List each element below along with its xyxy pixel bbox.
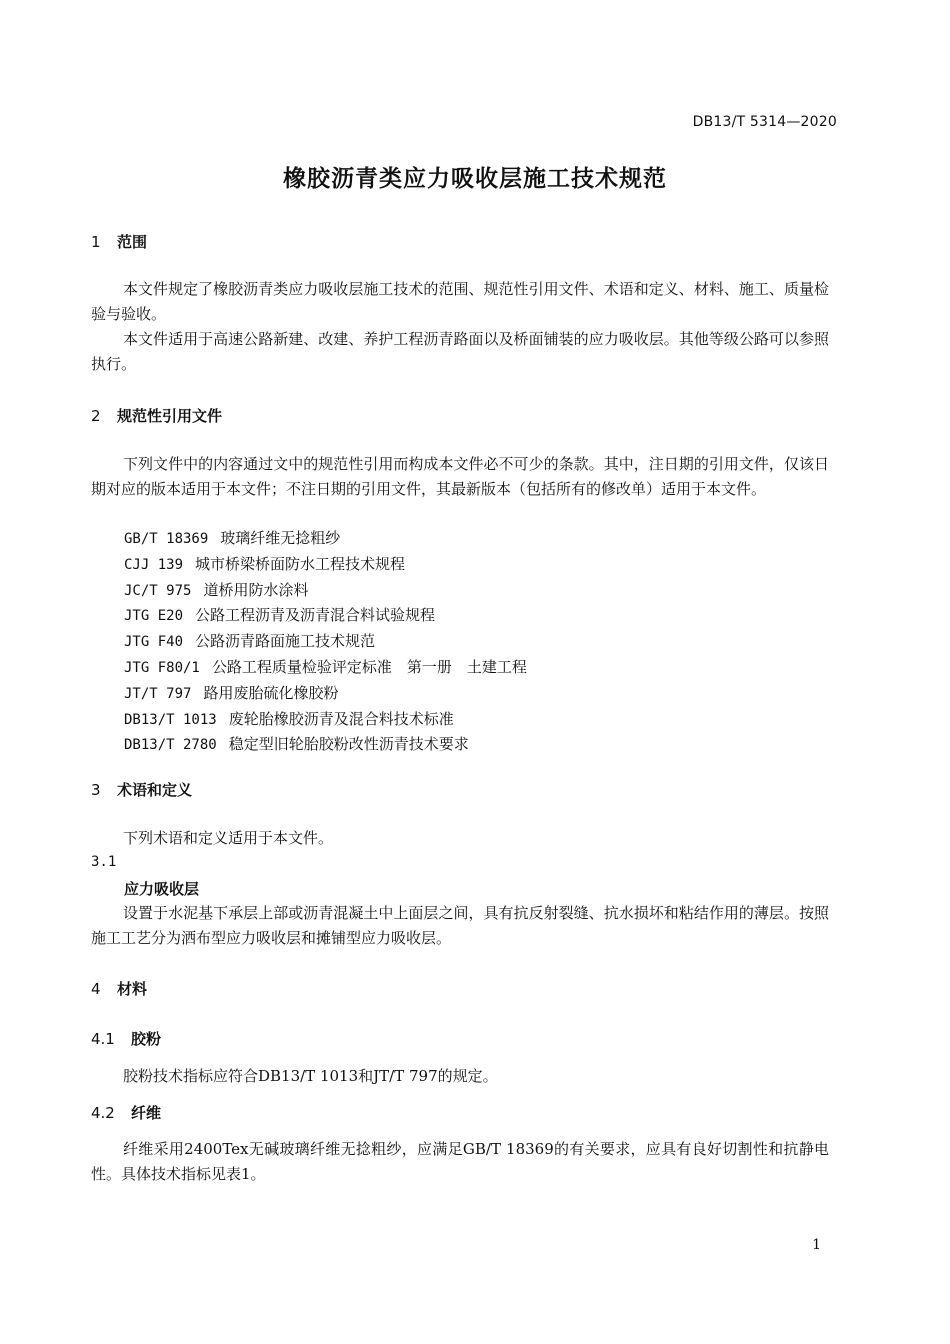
reference-name: 路用废胎硫化橡胶粉 bbox=[203, 683, 339, 702]
reference-code: JT/T 797 bbox=[124, 685, 192, 702]
reference-code: JTG F80/1 bbox=[124, 659, 200, 676]
list-item bbox=[124, 707, 527, 733]
paragraph: 胶粉技术指标应符合DB13/T 1013和JT/T 797的规定。 bbox=[123, 1067, 498, 1085]
reference-name: 公路工程沥青及沥青混合料试验规程 bbox=[195, 606, 436, 625]
list-item bbox=[124, 526, 527, 552]
reference-name: 稳定型旧轮胎胶粉改性沥青技术要求 bbox=[228, 735, 469, 754]
reference-name: 废轮胎橡胶沥青及混合料技术标准 bbox=[228, 709, 454, 728]
section-4-heading bbox=[91, 978, 147, 999]
paragraph: 本文件规定了橡胶沥青类应力吸收层施工技术的范围、规范性引用文件、术语和定义、材料、施工、质量检验与验收。 bbox=[91, 280, 829, 323]
subsection-number: 4.1 bbox=[91, 1030, 115, 1048]
section-title: 范围 bbox=[117, 233, 148, 251]
page-number: 1 bbox=[812, 1237, 821, 1253]
list-item bbox=[124, 603, 527, 629]
list-item bbox=[124, 578, 527, 604]
section-number: 3 bbox=[91, 781, 101, 799]
reference-name: 公路沥青路面施工技术规范 bbox=[195, 632, 376, 651]
list-item bbox=[124, 681, 527, 707]
term-name: 应力吸收层 bbox=[124, 880, 200, 898]
list-item bbox=[124, 629, 527, 655]
paragraph: 下列术语和定义适用于本文件。 bbox=[123, 829, 334, 847]
term-number: 3.1 bbox=[91, 854, 117, 870]
term-definition: 设置于水泥基下承层上部或沥青混凝土中上面层之间，具有抗反射裂缝、抗水损坏和粘结作用的薄层。按照施工工艺分为洒布型应力吸收层和摊铺型应力吸收层。 bbox=[91, 904, 829, 947]
reference-name: 公路工程质量检验评定标准 第一册 土建工程 bbox=[211, 657, 527, 676]
reference-name: 城市桥梁桥面防水工程技术规程 bbox=[195, 554, 406, 573]
section-2-heading bbox=[91, 405, 222, 426]
subsection-4-1-heading bbox=[91, 1028, 161, 1049]
subsection-number: 4.2 bbox=[91, 1104, 115, 1122]
reference-code: DB13/T 2780 bbox=[124, 737, 217, 754]
paragraph: 下列文件中的内容通过文中的规范性引用而构成本文件必不可少的条款。其中，注日期的引用文件，仅该日期对应的版本适用于本文件；不注日期的引用文件，其最新版本（包括所有的修改单）适用于本文件。 bbox=[91, 455, 829, 498]
standard-code: DB13/T 5314—2020 bbox=[692, 114, 837, 130]
section-number: 4 bbox=[91, 980, 101, 998]
paragraph: 本文件适用于高速公路新建、改建、养护工程沥青路面以及桥面铺装的应力吸收层。其他等级公路可以参照执行。 bbox=[91, 330, 829, 373]
reference-name: 道桥用防水涂料 bbox=[203, 580, 309, 599]
subsection-4-2-heading bbox=[91, 1102, 161, 1123]
section-title: 规范性引用文件 bbox=[117, 407, 223, 425]
reference-code: JTG F40 bbox=[124, 634, 184, 651]
section-title: 材料 bbox=[117, 980, 148, 998]
reference-code: CJJ 139 bbox=[124, 556, 184, 573]
section-1-heading bbox=[91, 231, 147, 252]
reference-code: DB13/T 1013 bbox=[124, 711, 217, 728]
list-item bbox=[124, 552, 527, 578]
paragraph: 纤维采用2400Tex无碱玻璃纤维无捻粗纱，应满足GB/T 18369的有关要求，应具有良好切割性和抗静电性。具体技术指标见表1。 bbox=[91, 1140, 829, 1183]
list-item bbox=[124, 655, 527, 681]
reference-code: JC/T 975 bbox=[124, 582, 192, 599]
reference-list bbox=[124, 526, 527, 758]
subsection-title: 纤维 bbox=[131, 1104, 162, 1122]
reference-code: GB/T 18369 bbox=[124, 531, 209, 547]
list-item bbox=[124, 732, 527, 758]
section-number: 2 bbox=[91, 407, 101, 425]
subsection-title: 胶粉 bbox=[131, 1030, 162, 1048]
document-title: 橡胶沥青类应力吸收层施工技术规范 bbox=[283, 166, 667, 192]
section-3-heading bbox=[91, 779, 192, 800]
section-number: 1 bbox=[91, 233, 101, 251]
section-title: 术语和定义 bbox=[117, 781, 193, 799]
reference-code: JTG E20 bbox=[124, 608, 184, 625]
reference-name: 玻璃纤维无捻粗纱 bbox=[220, 529, 341, 547]
